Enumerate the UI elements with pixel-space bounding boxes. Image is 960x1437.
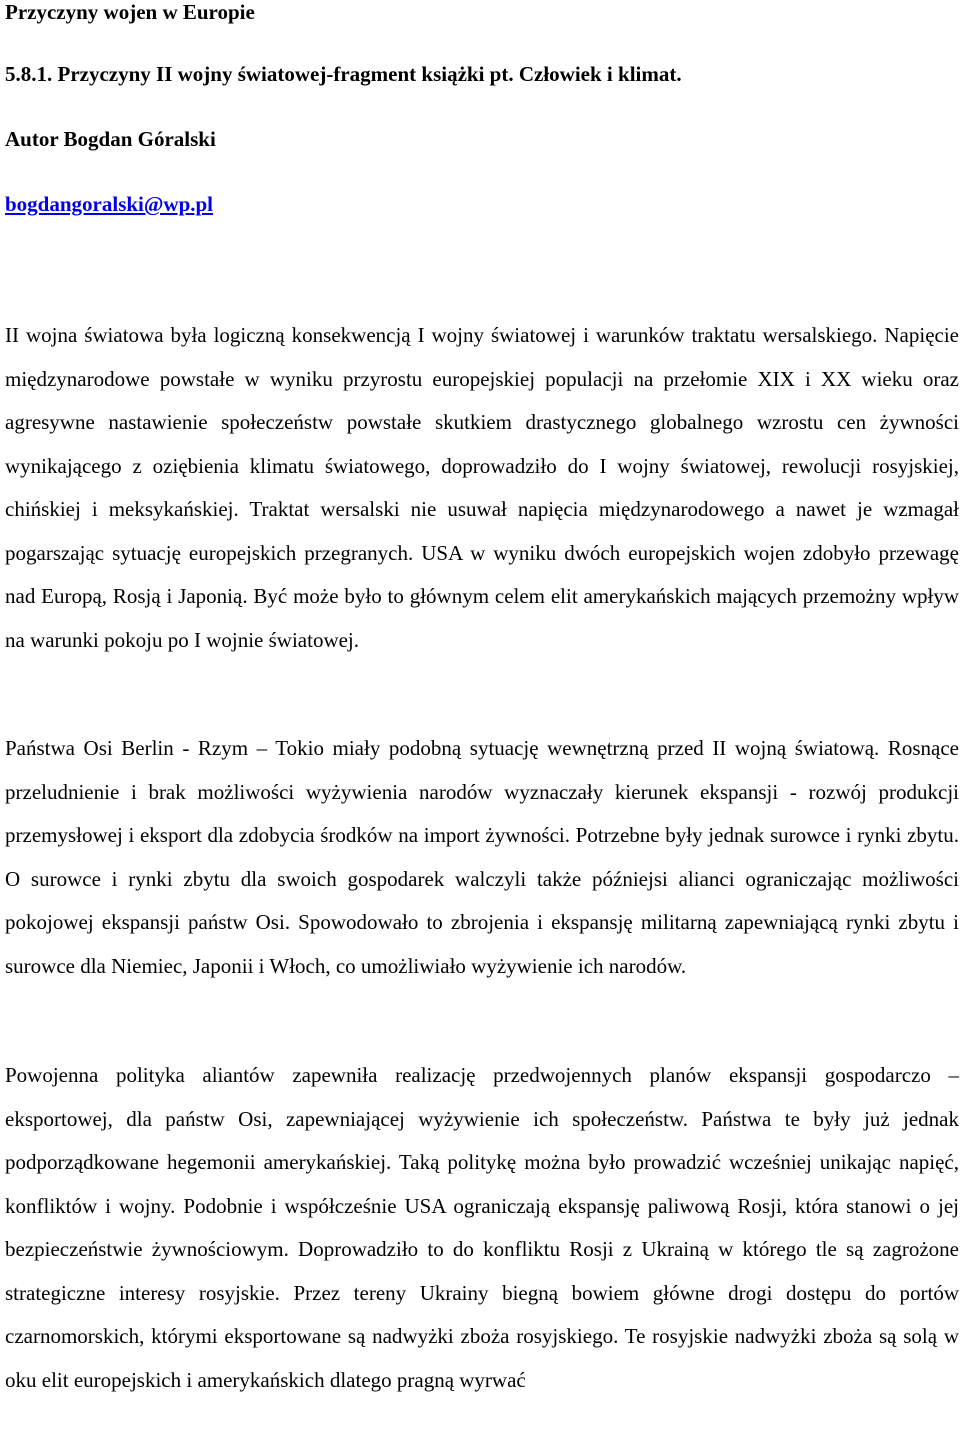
paragraph-3: Powojenna polityka aliantów zapewniła realizację przedwojennych planów ekspansji gospodarczo – eksportowej, dla państw Osi, zapewniającej wyżywienie ich społeczeństw. Państwa te były już jednak podporządkowane hegemonii amerykańskiej. Taką politykę można było prowadzić wcześniej unikając napięć, konfliktów i wojny. Podobnie i współcześnie USA ograniczają ekspansję paliwową Rosji, która stanowi o jej bezpieczeństwie żywnościowym. Doprowadziło to do konfliktu Rosji z Ukrainą w którego tle są zagrożone strategiczne interesy rosyjskie. Przez tereny Ukrainy biegną bowiem główne drogi dostępu do portów czarnomorskich, którymi eksportowane są nadwyżki zboża rosyjskiego. Te rosyjskie nadwyżki zboża są solą w oku elit europejskich i amerykańskich dlatego pragną wyrwać <box>5 1063 959 1392</box>
document-title: Przyczyny wojen w Europie <box>5 0 255 24</box>
paragraph-1: II wojna światowa była logiczną konsekwencją I wojny światowej i warunków traktatu wersalskiego. Napięcie międzynarodowe powstałe w wyniku przyrostu europejskiej populacji na przełomie XIX i XX wieku oraz agresywne nastawienie społeczeństw powstałe skutkiem drastycznego globalnego wzrostu cen żywności wynikającego z oziębienia klimatu światowego, doprowadziło do I wojny światowej, rewolucji rosyjskiej, chińskiej i meksykańskiej. Traktat wersalski nie usuwał napięcia międzynarodowego a nawet je wzmagał pogarszając sytuację europejskich przegranych. USA w wyniku dwóch europejskich wojen zdobyło przewagę nad Europą, Rosją i Japonią. Być może było to głównym celem elit amerykańskich mających przemożny wpływ na warunki pokoju po I wojnie światowej. <box>5 323 959 652</box>
author-line: Autor Bogdan Góralski <box>5 127 216 151</box>
document-subtitle: 5.8.1. Przyczyny II wojny światowej-fragment książki pt. Człowiek i klimat. <box>5 62 682 86</box>
paragraph-2: Państwa Osi Berlin - Rzym – Tokio miały podobną sytuację wewnętrzną przed II wojną światową. Rosnące przeludnienie i brak możliwości wyżywienia narodów wyznaczały kierunek ekspansji - rozwój produkcji przemysłowej i eksport dla zdobycia środków na import żywności. Potrzebne były jednak surowce i rynki zbytu. O surowce i rynki zbytu dla swoich gospodarek walczyli także późniejsi alianci ograniczając możliwości pokojowej ekspansji państw Osi. Spowodowało to zbrojenia i ekspansję militarną zapewniającą rynki zbytu i surowce dla Niemiec, Japonii i Włoch, co umożliwiało wyżywienie ich narodów. <box>5 736 959 978</box>
author-email-link[interactable]: bogdangoralski@wp.pl <box>5 192 214 216</box>
